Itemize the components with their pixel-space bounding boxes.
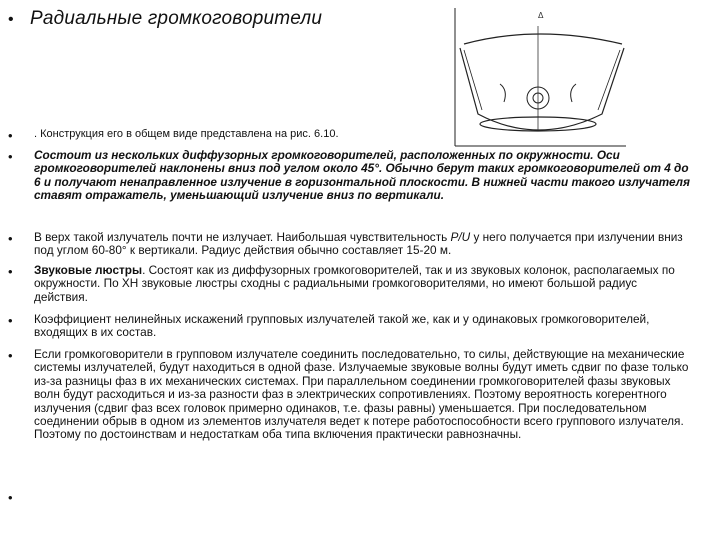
list-item xyxy=(8,128,694,143)
figure-top-label: Δ xyxy=(538,11,544,20)
horn-body xyxy=(460,48,624,130)
bullet: • xyxy=(8,264,13,279)
speaker-left xyxy=(500,84,505,102)
item-text: Состоит из нескольких диффузорных громкоговорителей, расположенных по окружности. Оси громкоговорителей наклонены вниз под углом около 45°. Обычно берут таких громкоговорителей от 4 до 6 и получают ненаправленное излучение в горизонтальной плоскости. В нижней части такого излучателя ставят отражатель, уменьшающий излучение вниз по вертикали. xyxy=(34,148,690,203)
formula: P/U xyxy=(450,230,471,244)
bullet: • xyxy=(8,490,13,505)
item-text: Если громкоговорители в групповом излучателе соединить последовательно, то силы, действующие на механические системы излучателей, будут находиться в одной фазе. Излучаемые звуковые волны будут иметь сдвиг по фазе только из-за разницы фаз в их механических системах. При параллельном соединении громкоговорителей фазы звуковых волн будут расходиться и из-за разности фаз в электрических сопротивлениях. Поэтому вероятность когерентного излучения (сдвиг фаз всех головок примерно одинаков, т.е. фазы равны) уменьшается. При последовательном соединении обрыв в одном из элементов излучателя ведет к потере работоспособности всего группового излучателя. Поэтому по достоинствам и недостаткам оба типа включения практически равнозначны. xyxy=(34,347,689,442)
list-item xyxy=(8,348,694,442)
item-text: . Конструкция его в общем виде представлена на рис. 6.10. xyxy=(34,128,339,140)
item-text xyxy=(34,264,694,304)
radial-loudspeaker-diagram xyxy=(452,6,628,148)
slide-title: Радиальные громкоговорители xyxy=(30,8,323,29)
item-text-part: В верх такой излучатель почти не излучает. Наибольшая чувствительность xyxy=(34,230,451,244)
list-item xyxy=(8,264,694,304)
list-item-empty xyxy=(8,490,694,505)
bullet: • xyxy=(8,128,13,143)
item-text-part: . Состоят как из диффузорных громкоговорителей, так и из звуковых колонок, располагаемых по окружности. По ХН звуковые люстры сходны с радиальными громкоговорителями, но имеют большой радиус действия. xyxy=(34,263,675,304)
list-item xyxy=(8,313,694,340)
list-item xyxy=(8,149,694,203)
term: Звуковые люстры xyxy=(34,263,143,277)
bullet: • xyxy=(8,348,13,363)
top-rim xyxy=(464,34,622,44)
item-text: Коэффициент нелинейных искажений групповых излучателей такой же, как и у одинаковых громкоговорителей, входящих в их состав. xyxy=(34,312,650,340)
item-text xyxy=(34,490,694,505)
bullet: • xyxy=(8,313,13,328)
speaker-right xyxy=(571,84,576,102)
title-row xyxy=(8,8,322,30)
item-text-part: у него получается при излучении вниз под углом 60-80° к вертикали. Радиус действия обычно составляет 15-20 м. xyxy=(34,230,683,258)
item-text xyxy=(34,231,694,258)
loudspeaker-figure xyxy=(452,6,628,148)
list-item xyxy=(8,231,694,258)
bullet: • xyxy=(8,149,13,164)
bullet: • xyxy=(8,11,14,28)
bullet: • xyxy=(8,231,13,246)
